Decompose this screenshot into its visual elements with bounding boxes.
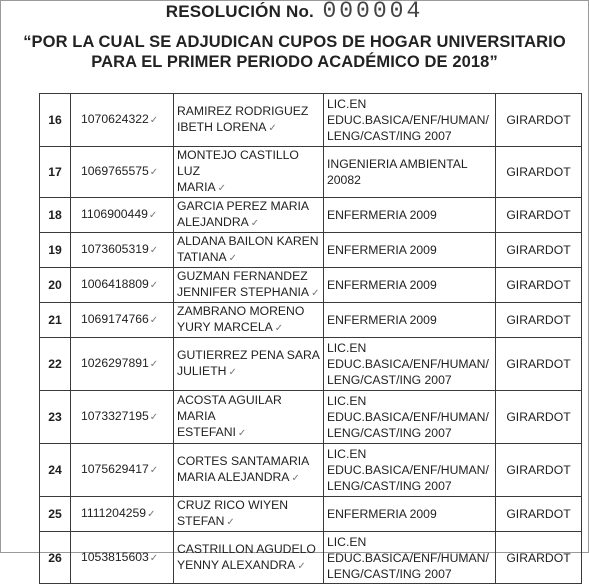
program-line: LENG/CAST/ING 2007 bbox=[327, 129, 452, 143]
table-row bbox=[40, 198, 582, 233]
city: GIRARDOT bbox=[506, 208, 571, 222]
document-id-cell bbox=[71, 94, 174, 147]
document-id: 1069174766 bbox=[81, 312, 149, 326]
program-line: ENFERMERIA 2009 bbox=[327, 278, 437, 292]
document-id: 1006418809 bbox=[81, 277, 149, 291]
table-row bbox=[40, 391, 582, 444]
program-cell bbox=[324, 391, 496, 444]
checkmark-icon: ✓ bbox=[237, 428, 247, 439]
row-number-cell bbox=[40, 532, 71, 584]
student-name-line: CRUZ RICO WIYEN bbox=[177, 498, 289, 512]
row-number: 19 bbox=[48, 243, 62, 257]
program-cell bbox=[324, 198, 496, 233]
student-name-cell bbox=[174, 147, 324, 198]
document-id: 1069765575 bbox=[81, 164, 149, 178]
city-cell bbox=[496, 497, 582, 532]
student-name-line: STEFAN bbox=[177, 514, 225, 528]
document-id-cell bbox=[71, 338, 174, 391]
program-cell bbox=[324, 532, 496, 584]
student-name-line: MARIA ALEJANDRA bbox=[177, 470, 290, 484]
checkmark-icon: ✓ bbox=[149, 465, 159, 476]
student-name-line: CASTRILLON AGUDELO bbox=[177, 541, 316, 556]
document-id: 1073327195 bbox=[81, 409, 149, 423]
student-name-line: ALEJANDRA bbox=[177, 215, 249, 229]
city: GIRARDOT bbox=[506, 113, 571, 127]
checkmark-icon: ✓ bbox=[291, 473, 300, 484]
student-name-line: GARCIA PEREZ MARIA bbox=[177, 199, 310, 213]
checkmark-icon: ✓ bbox=[228, 253, 238, 264]
row-number-cell bbox=[40, 233, 71, 268]
document-id-cell bbox=[71, 147, 174, 198]
table-row bbox=[40, 444, 582, 497]
city-cell bbox=[496, 198, 582, 233]
row-number-cell bbox=[40, 94, 71, 147]
student-name-line: MONTEJO CASTILLO LUZ bbox=[177, 148, 299, 178]
student-name-cell bbox=[174, 198, 324, 233]
student-name-cell bbox=[174, 303, 324, 338]
student-name-line: RAMIREZ RODRIGUEZ bbox=[177, 104, 309, 118]
table-row bbox=[40, 497, 582, 532]
student-name-line: ZAMBRANO MORENO bbox=[177, 304, 305, 318]
program-line: EDUC.BASICA/ENF/HUMAN/ bbox=[327, 410, 489, 424]
row-number: 18 bbox=[48, 208, 62, 222]
row-number: 26 bbox=[48, 550, 62, 565]
checkmark-icon: ✓ bbox=[149, 115, 159, 126]
document-id-cell bbox=[71, 532, 174, 584]
program-line: EDUC.BASICA/ENF/HUMAN/ bbox=[327, 550, 489, 565]
checkmark-icon: ✓ bbox=[217, 183, 226, 194]
table-body bbox=[40, 94, 582, 584]
row-number-cell bbox=[40, 391, 71, 444]
student-name-cell bbox=[174, 497, 324, 532]
row-number-cell bbox=[40, 338, 71, 391]
program-line: ENFERMERIA 2009 bbox=[327, 313, 437, 327]
student-name-cell bbox=[174, 532, 324, 584]
checkmark-icon: ✓ bbox=[149, 245, 159, 256]
program-line: LIC.EN bbox=[327, 447, 367, 461]
table-row bbox=[40, 303, 582, 338]
program-line: LIC.EN bbox=[327, 341, 367, 355]
student-name-line: GUTIERREZ PENA SARA bbox=[177, 348, 320, 362]
document-id: 1070624322 bbox=[81, 112, 149, 126]
student-name-cell bbox=[174, 391, 324, 444]
adjudication-table bbox=[39, 93, 582, 584]
row-number: 16 bbox=[48, 113, 62, 127]
program-line: LIC.EN bbox=[327, 534, 367, 549]
row-number-cell bbox=[40, 444, 71, 497]
table-row bbox=[40, 338, 582, 391]
program-cell bbox=[324, 147, 496, 198]
row-number: 25 bbox=[48, 507, 62, 521]
row-number: 20 bbox=[48, 278, 62, 292]
student-name-line: ESTEFANI bbox=[177, 425, 236, 439]
row-number-cell bbox=[40, 198, 71, 233]
program-cell bbox=[324, 233, 496, 268]
document-id: 1073605319 bbox=[81, 242, 149, 256]
checkmark-icon: ✓ bbox=[250, 218, 260, 229]
checkmark-icon: ✓ bbox=[149, 552, 159, 564]
row-number-cell bbox=[40, 147, 71, 198]
city: GIRARDOT bbox=[506, 357, 571, 371]
table-row bbox=[40, 268, 582, 303]
program-line: 20082 bbox=[327, 173, 361, 187]
row-number: 21 bbox=[48, 313, 62, 327]
student-name-cell bbox=[174, 444, 324, 497]
city: GIRARDOT bbox=[506, 313, 571, 327]
row-number: 22 bbox=[48, 357, 62, 371]
row-number: 23 bbox=[48, 410, 62, 424]
program-cell bbox=[324, 268, 496, 303]
resolution-number: 000004 bbox=[322, 0, 424, 24]
program-line: ENFERMERIA 2009 bbox=[327, 507, 437, 521]
student-name-line: YURY MARCELA bbox=[177, 320, 273, 334]
student-name-line: MARIA bbox=[177, 180, 216, 194]
checkmark-icon: ✓ bbox=[149, 412, 159, 423]
checkmark-icon: ✓ bbox=[297, 560, 306, 572]
checkmark-icon: ✓ bbox=[274, 323, 284, 334]
row-number-cell bbox=[40, 497, 71, 532]
resolution-subtitle-line-1: “POR LA CUAL SE ADJUDICAN CUPOS DE HOGAR UNIVERSITARIO bbox=[23, 33, 566, 51]
program-cell bbox=[324, 497, 496, 532]
checkmark-icon: ✓ bbox=[147, 509, 156, 520]
city-cell bbox=[496, 233, 582, 268]
row-number-cell bbox=[40, 303, 71, 338]
city-cell bbox=[496, 147, 582, 198]
checkmark-icon: ✓ bbox=[149, 315, 159, 326]
city-cell bbox=[496, 303, 582, 338]
program-line: LENG/CAST/ING 2007 bbox=[327, 566, 452, 581]
program-line: EDUC.BASICA/ENF/HUMAN/ bbox=[327, 463, 489, 477]
table-row bbox=[40, 233, 582, 268]
city-cell bbox=[496, 94, 582, 147]
student-name-line: GUZMAN FERNANDEZ bbox=[177, 269, 308, 283]
checkmark-icon: ✓ bbox=[228, 367, 237, 378]
document-id: 1026297891 bbox=[81, 356, 149, 370]
document-id-cell bbox=[71, 268, 174, 303]
document-id-cell bbox=[71, 497, 174, 532]
program-cell bbox=[324, 303, 496, 338]
city-cell bbox=[496, 268, 582, 303]
city: GIRARDOT bbox=[506, 507, 571, 521]
document-id: 1106900449 bbox=[81, 207, 148, 221]
student-name-line: CORTES SANTAMARIA bbox=[177, 454, 310, 468]
student-name-line: ALDANA BAILON KAREN bbox=[177, 234, 319, 248]
student-name-line: TATIANA bbox=[177, 250, 227, 264]
resolution-subtitle-line-2: PARA EL PRIMER PERIODO ACADÉMICO DE 2018” bbox=[91, 53, 498, 71]
program-line: EDUC.BASICA/ENF/HUMAN/ bbox=[327, 357, 489, 371]
program-line: INGENIERIA AMBIENTAL bbox=[327, 157, 468, 171]
row-number-cell bbox=[40, 268, 71, 303]
city: GIRARDOT bbox=[506, 463, 571, 477]
student-name-cell bbox=[174, 233, 324, 268]
program-line: ENFERMERIA 2009 bbox=[327, 243, 437, 257]
student-name-cell bbox=[174, 338, 324, 391]
row-number: 17 bbox=[48, 165, 62, 179]
checkmark-icon: ✓ bbox=[149, 280, 159, 291]
program-line: LENG/CAST/ING 2007 bbox=[327, 373, 452, 387]
student-name-cell bbox=[174, 268, 324, 303]
city: GIRARDOT bbox=[506, 410, 571, 424]
student-name-cell bbox=[174, 94, 324, 147]
checkmark-icon: ✓ bbox=[268, 123, 277, 134]
checkmark-icon: ✓ bbox=[148, 210, 158, 221]
table-row bbox=[40, 147, 582, 198]
row-number: 24 bbox=[48, 463, 62, 477]
program-line: LENG/CAST/ING 2007 bbox=[327, 426, 452, 440]
student-name-line: JENNIFER STEPHANIA bbox=[177, 285, 310, 299]
student-name-line: JULIETH bbox=[177, 364, 227, 378]
checkmark-icon: ✓ bbox=[311, 288, 320, 299]
document-id: 1075629417 bbox=[81, 462, 149, 476]
student-name-line: ACOSTA AGUILAR MARIA bbox=[177, 393, 282, 423]
checkmark-icon: ✓ bbox=[149, 359, 159, 370]
checkmark-icon: ✓ bbox=[226, 517, 235, 528]
student-name-line: YENNY ALEXANDRA bbox=[177, 557, 296, 572]
city: GIRARDOT bbox=[506, 550, 571, 565]
city-cell bbox=[496, 444, 582, 497]
document-id-cell bbox=[71, 444, 174, 497]
program-cell bbox=[324, 444, 496, 497]
city: GIRARDOT bbox=[506, 243, 571, 257]
document-id-cell bbox=[71, 391, 174, 444]
table-row bbox=[40, 532, 582, 584]
table-row bbox=[40, 94, 582, 147]
document-id-cell bbox=[71, 198, 174, 233]
program-cell bbox=[324, 94, 496, 147]
document-id: 1111204259 bbox=[81, 506, 147, 520]
program-line: LIC.EN bbox=[327, 97, 367, 111]
city: GIRARDOT bbox=[506, 278, 571, 292]
program-line: EDUC.BASICA/ENF/HUMAN/ bbox=[327, 113, 489, 127]
document-id-cell bbox=[71, 233, 174, 268]
program-line: ENFERMERIA 2009 bbox=[327, 208, 437, 222]
city-cell bbox=[496, 532, 582, 584]
city: GIRARDOT bbox=[506, 165, 571, 179]
resolution-label: RESOLUCIÓN No. bbox=[165, 2, 314, 21]
city-cell bbox=[496, 391, 582, 444]
checkmark-icon: ✓ bbox=[149, 167, 159, 178]
program-cell bbox=[324, 338, 496, 391]
document-id-cell bbox=[71, 303, 174, 338]
student-name-line: IBETH LORENA bbox=[177, 120, 267, 134]
city-cell bbox=[496, 338, 582, 391]
program-line: LENG/CAST/ING 2007 bbox=[327, 479, 452, 493]
program-line: LIC.EN bbox=[327, 394, 367, 408]
document-id: 1053815603 bbox=[81, 549, 149, 564]
resolution-heading bbox=[0, 0, 589, 22]
